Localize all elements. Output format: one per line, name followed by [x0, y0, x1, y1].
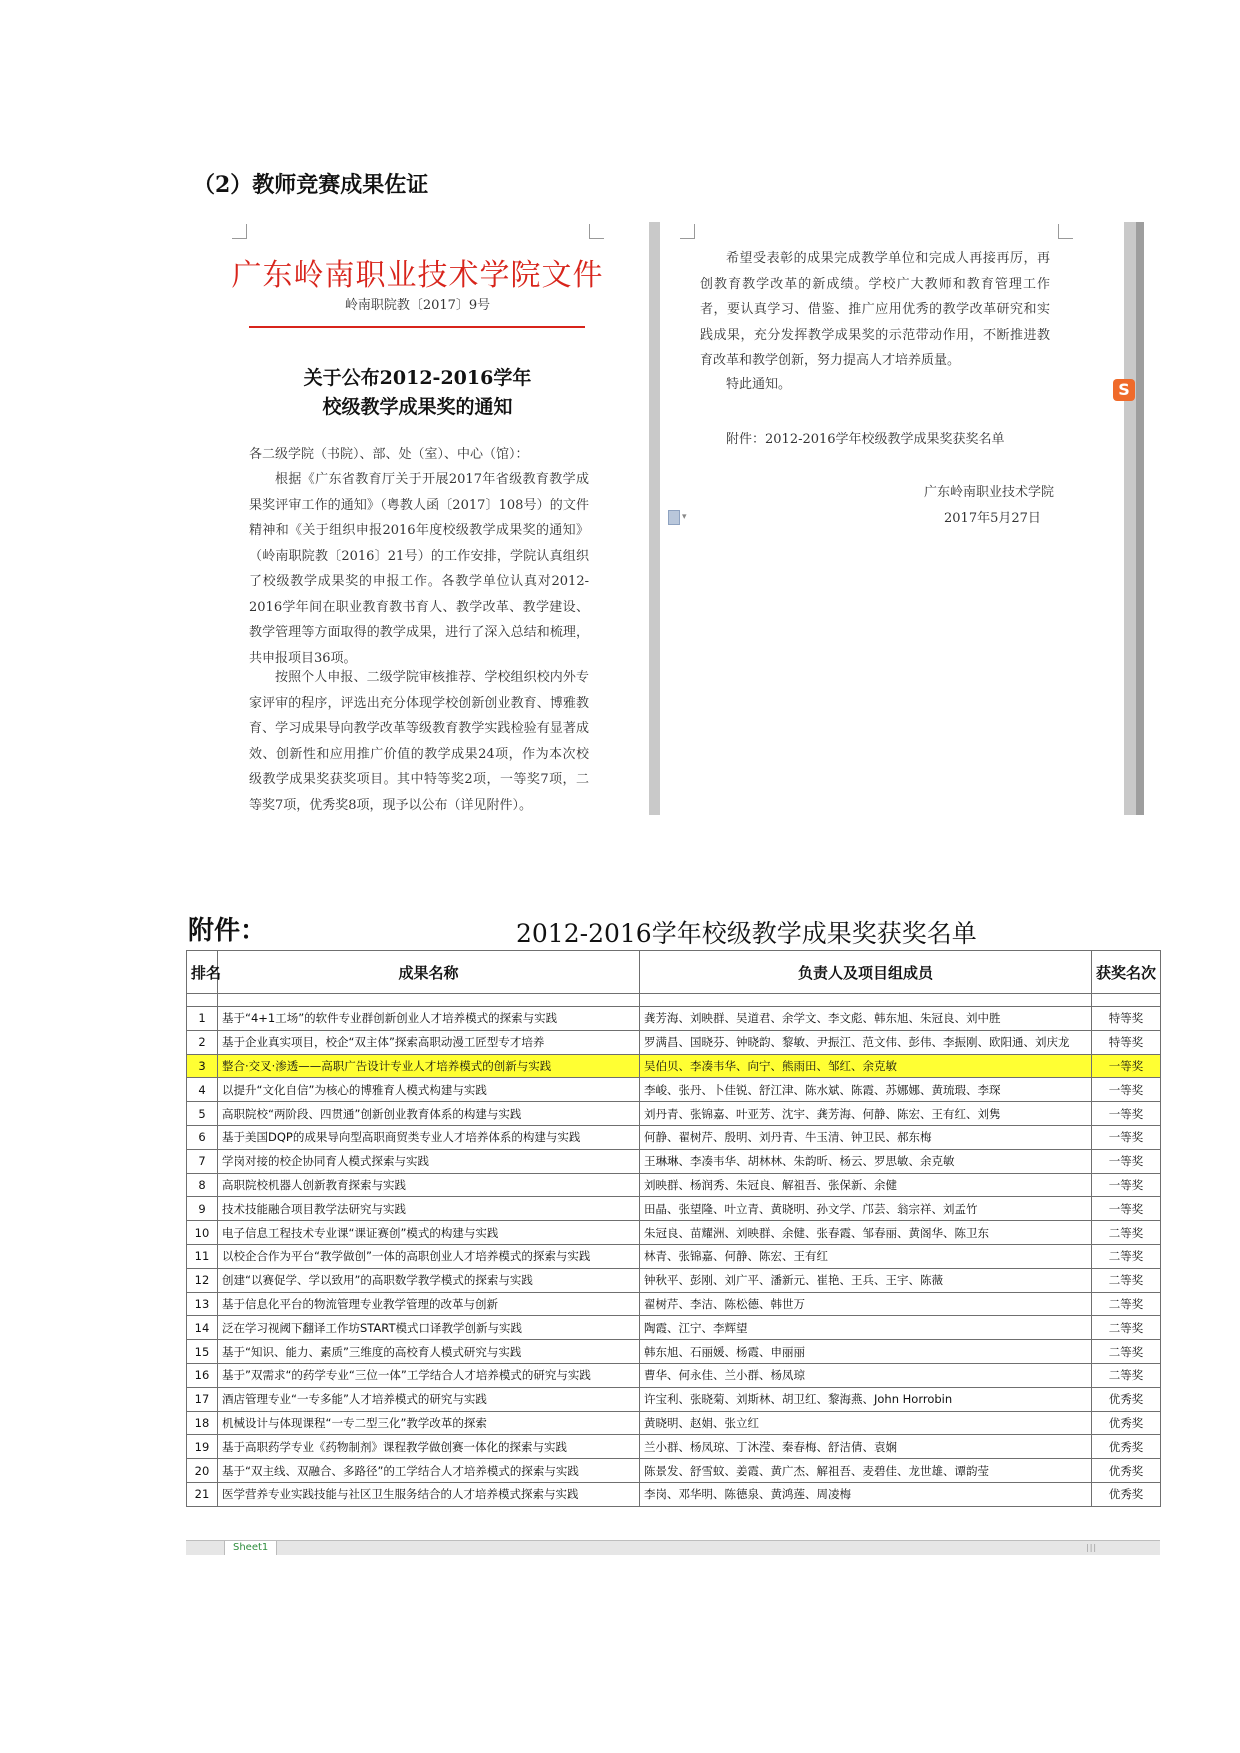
cell-rank[interactable]: 5: [187, 1102, 218, 1126]
award-table: [186, 950, 1161, 1507]
cell-members[interactable]: 朱冠良、苗耀洲、刘映群、余健、张春霞、邹春丽、黄阁华、陈卫东: [640, 1221, 1092, 1245]
cell-prize[interactable]: 优秀奖: [1092, 1435, 1161, 1459]
cell-rank[interactable]: 21: [187, 1482, 218, 1506]
table-row[interactable]: [187, 1387, 1161, 1411]
cell-name[interactable]: 高职院校“两阶段、四贯通”创新创业教育体系的构建与实践: [218, 1102, 640, 1126]
cell-name[interactable]: 基于“4+1工场”的软件专业群创新创业人才培养模式的探索与实践: [218, 1007, 640, 1031]
cell-members[interactable]: 龚芳海、刘映群、吴道君、余学文、李文彪、韩东旭、朱冠良、刘中胜: [640, 1007, 1092, 1031]
sheet-tab[interactable]: Sheet1: [224, 1541, 277, 1555]
cell-members[interactable]: 刘映群、杨润秀、朱冠良、解祖吾、张保新、余健: [640, 1173, 1092, 1197]
input-method-badge-icon[interactable]: S: [1113, 379, 1135, 401]
table-row[interactable]: [187, 1030, 1161, 1054]
notice-page-left: [186, 222, 649, 815]
notice-date: 2017年5月27日: [944, 511, 1041, 526]
table-row[interactable]: [187, 1149, 1161, 1173]
cell-rank[interactable]: 7: [187, 1149, 218, 1173]
cell-name[interactable]: 基于信息化平台的物流管理专业教学管理的改革与创新: [218, 1292, 640, 1316]
cell-prize[interactable]: 二等奖: [1092, 1316, 1161, 1340]
sheet-tab-bar: [186, 1540, 1160, 1555]
cell-name[interactable]: 基于“知识、能力、素质”三维度的高校育人模式研究与实践: [218, 1340, 640, 1364]
cell-name[interactable]: 创建“以赛促学、学以致用”的高职数学教学模式的探索与实践: [218, 1268, 640, 1292]
spacer-row: [187, 994, 1161, 1007]
cell-prize[interactable]: 一等奖: [1092, 1173, 1161, 1197]
cell-members[interactable]: 曹华、何永佳、兰小群、杨凤琼: [640, 1363, 1092, 1387]
notice-organization: 广东岭南职业技术学院: [924, 485, 1055, 500]
cell-members[interactable]: 翟树芹、李洁、陈松德、韩世万: [640, 1292, 1092, 1316]
cell-prize[interactable]: 优秀奖: [1092, 1459, 1161, 1483]
section-heading: （2）教师竞赛成果佐证: [193, 172, 429, 198]
award-list-prefix: 附件：: [188, 916, 267, 946]
column-header-rank[interactable]: 排名: [187, 951, 218, 994]
cell-prize[interactable]: 一等奖: [1092, 1102, 1161, 1126]
cell-prize[interactable]: 二等奖: [1092, 1221, 1161, 1245]
cell-rank[interactable]: 10: [187, 1221, 218, 1245]
cell-rank[interactable]: 2: [187, 1030, 218, 1054]
cell-rank[interactable]: 17: [187, 1387, 218, 1411]
cell-prize[interactable]: 二等奖: [1092, 1244, 1161, 1268]
notice-body-paragraph-2: 按照个人申报、二级学院审核推荐、学校组织校内外专家评审的程序，评选出充分体现学校创新创业教育、博雅教育、学习成果导向教学改革等级教育教学实践检验有显著成效、创新性和应用推广价值的教学成果24项，作为本次校级教学成果奖获奖项目。其中特等奖2项，一等奖7项，二等奖7项，优秀奖8项，现予以公布（详见附件）。: [249, 670, 589, 813]
cell-members[interactable]: 钟秋平、彭刚、刘广平、潘新元、崔艳、王兵、王宇、陈薇: [640, 1268, 1092, 1292]
table-row[interactable]: [187, 1340, 1161, 1364]
cell-rank[interactable]: 12: [187, 1268, 218, 1292]
vertical-scrollbar[interactable]: [1136, 222, 1144, 815]
cell-rank[interactable]: 1: [187, 1007, 218, 1031]
cell-members[interactable]: 兰小群、杨凤琼、丁沐滢、秦春梅、舒洁倩、袁娴: [640, 1435, 1092, 1459]
cell-name[interactable]: 整合·交叉·渗透——高职广告设计专业人才培养模式的创新与实践: [218, 1054, 640, 1078]
cell-rank[interactable]: 15: [187, 1340, 218, 1364]
cell-members[interactable]: 黄晓明、赵娟、张立红: [640, 1411, 1092, 1435]
crop-mark: [1058, 224, 1073, 239]
award-list-screenshot: [186, 904, 1160, 1554]
table-row[interactable]: [187, 1007, 1161, 1031]
cell-members[interactable]: 李岗、邓华明、陈德泉、黄鸿莲、周凌梅: [640, 1482, 1092, 1506]
cell-prize[interactable]: 优秀奖: [1092, 1411, 1161, 1435]
cell-rank[interactable]: 8: [187, 1173, 218, 1197]
doc-number: 岭南职院教〔2017〕9号: [344, 298, 491, 313]
red-divider: [249, 326, 585, 328]
cell-prize[interactable]: 一等奖: [1092, 1197, 1161, 1221]
notice-title-line2: 校级教学成果奖的通知: [322, 396, 513, 418]
table-header-row: [187, 951, 1161, 994]
table-row[interactable]: [187, 1411, 1161, 1435]
table-row[interactable]: [187, 1221, 1161, 1245]
cell-name[interactable]: 以校企合作为平台“教学做创”一体的高职创业人才培养模式的探索与实践: [218, 1244, 640, 1268]
cell-members[interactable]: 李峻、张丹、卜佳锐、舒江津、陈水斌、陈霞、苏娜娜、黄琉瑕、李琛: [640, 1078, 1092, 1102]
cell-prize[interactable]: 二等奖: [1092, 1340, 1161, 1364]
cell-name[interactable]: 电子信息工程技术专业课“课证赛创”模式的构建与实践: [218, 1221, 640, 1245]
cell-name[interactable]: 泛在学习视阈下翻译工作坊START模式口译教学创新与实践: [218, 1316, 640, 1340]
notice-hope-paragraph: 希望受表彰的成果完成教学单位和完成人再接再厉，再创教育教学改革的新成绩。学校广大教师和教育管理工作者，要认真学习、借鉴、推广应用优秀的教学改革研究和实践成果，充分发挥教学成果奖的示范带动作用，不断推进教育改革和教学创新，努力提高人才培养质量。: [700, 251, 1050, 368]
table-row[interactable]: [187, 1482, 1161, 1506]
cell-members[interactable]: 林青、张锦嘉、何静、陈宏、王有红: [640, 1244, 1092, 1268]
cell-rank[interactable]: 3: [187, 1054, 218, 1078]
cell-rank[interactable]: 13: [187, 1292, 218, 1316]
cell-members[interactable]: 何静、翟树芹、殷明、刘丹青、牛玉清、钟卫民、郝东梅: [640, 1125, 1092, 1149]
table-row[interactable]: [187, 1435, 1161, 1459]
cell-members[interactable]: 陈景发、舒雪蚊、姜霞、黄广杰、解祖吾、麦碧佳、龙世雄、谭韵莹: [640, 1459, 1092, 1483]
cell-rank[interactable]: 20: [187, 1459, 218, 1483]
cell-name[interactable]: 机械设计与体现课程“一专二型三化”教学改革的探索: [218, 1411, 640, 1435]
column-header-members[interactable]: 负责人及项目组成员: [640, 951, 1092, 994]
cell-members[interactable]: 罗满昌、国晓芬、钟晓韵、黎敏、尹振江、范文伟、彭伟、李振刚、欧阳通、刘庆龙: [640, 1030, 1092, 1054]
cell-prize[interactable]: 一等奖: [1092, 1125, 1161, 1149]
notice-recipients: 各二级学院（书院）、部、处（室）、中心（馆）：: [249, 447, 529, 462]
cell-prize[interactable]: 优秀奖: [1092, 1482, 1161, 1506]
notice-attachment: 附件：2012-2016学年校级教学成果奖获奖名单: [726, 432, 1005, 447]
cell-name[interactable]: 医学营养专业实践技能与社区卫生服务结合的人才培养模式探索与实践: [218, 1482, 640, 1506]
cell-prize[interactable]: 一等奖: [1092, 1149, 1161, 1173]
notice-body-paragraph-1: 根据《广东省教育厅关于开展2017年省级教育教学成果奖评审工作的通知》（粤教人函〔2017〕108号）的文件精神和《关于组织申报2016年度校级教学成果奖的通知》（岭南职院教〔2016〕21号）的工作安排，学院认真组织了校级教学成果奖的申报工作。各教学单位认真对2012-2016学年间在职业教育教书育人、教学改革、教学建设、教学管理等方面取得的教学成果，进行了深入总结和梳理，共申报项目36项。: [249, 472, 589, 666]
cell-prize[interactable]: 二等奖: [1092, 1268, 1161, 1292]
table-row[interactable]: [187, 1125, 1161, 1149]
cell-rank[interactable]: 18: [187, 1411, 218, 1435]
document-icon[interactable]: [668, 510, 680, 525]
cell-rank[interactable]: 9: [187, 1197, 218, 1221]
cell-prize[interactable]: 二等奖: [1092, 1363, 1161, 1387]
cell-prize[interactable]: 一等奖: [1092, 1078, 1161, 1102]
cell-name[interactable]: 基于企业真实项目，校企“双主体”探索高职动漫工匠型专才培养: [218, 1030, 640, 1054]
table-row[interactable]: [187, 1316, 1161, 1340]
cell-rank[interactable]: 19: [187, 1435, 218, 1459]
cell-rank[interactable]: 4: [187, 1078, 218, 1102]
cell-prize[interactable]: 特等奖: [1092, 1007, 1161, 1031]
table-row[interactable]: [187, 1363, 1161, 1387]
cell-members[interactable]: 刘丹青、张锦嘉、叶亚芳、沈宇、龚芳海、何静、陈宏、王有红、刘隽: [640, 1102, 1092, 1126]
table-row[interactable]: [187, 1244, 1161, 1268]
cell-name[interactable]: 以提升“文化自信”为核心的博雅育人模式构建与实践: [218, 1078, 640, 1102]
notice-closing: 特此通知。: [726, 377, 792, 392]
cell-members[interactable]: 吴伯贝、李凑韦华、向宁、熊雨田、邹红、余克敏: [640, 1054, 1092, 1078]
notice-page-right: [660, 222, 1124, 815]
cell-name[interactable]: 基于”双需求“的药学专业“三位一体”工学结合人才培养模式的研究与实践: [218, 1363, 640, 1387]
cell-rank[interactable]: 14: [187, 1316, 218, 1340]
column-header-prize[interactable]: 获奖名次: [1092, 951, 1161, 994]
cell-members[interactable]: 田晶、张望隆、叶立青、黄晓明、孙文学、邝芸、翁宗祥、刘孟竹: [640, 1197, 1092, 1221]
crop-mark: [589, 224, 604, 239]
table-row[interactable]: [187, 1292, 1161, 1316]
award-list-title: 2012-2016学年校级教学成果奖获奖名单: [516, 919, 977, 948]
crop-mark: [680, 224, 695, 239]
cell-name[interactable]: 基于美国DQP的成果导向型高职商贸类专业人才培养体系的构建与实践: [218, 1125, 640, 1149]
cell-rank[interactable]: 11: [187, 1244, 218, 1268]
table-row[interactable]: [187, 1102, 1161, 1126]
cell-rank[interactable]: 6: [187, 1125, 218, 1149]
table-row[interactable]: [187, 1459, 1161, 1483]
scroll-grip-icon[interactable]: |||: [1086, 1543, 1098, 1552]
cell-name[interactable]: 学岗对接的校企协同育人模式探索与实践: [218, 1149, 640, 1173]
table-row[interactable]: [187, 1054, 1161, 1078]
table-row[interactable]: [187, 1078, 1161, 1102]
cell-prize[interactable]: 优秀奖: [1092, 1387, 1161, 1411]
cell-rank[interactable]: 16: [187, 1363, 218, 1387]
cell-members[interactable]: 许宝利、张晓菊、刘斯林、胡卫红、黎海燕、John Horrobin: [640, 1387, 1092, 1411]
cell-members[interactable]: 韩东旭、石丽媛、杨霞、申丽丽: [640, 1340, 1092, 1364]
cell-prize[interactable]: 二等奖: [1092, 1292, 1161, 1316]
notice-title-line1: 关于公布2012-2016学年: [303, 367, 532, 389]
doc-title: 广东岭南职业技术学院文件: [231, 258, 604, 293]
crop-mark: [232, 224, 247, 239]
cell-name[interactable]: 基于“双主线、双融合、多路径”的工学结合人才培养模式的探索与实践: [218, 1459, 640, 1483]
cell-name[interactable]: 酒店管理专业“一专多能”人才培养模式的研究与实践: [218, 1387, 640, 1411]
table-row[interactable]: [187, 1173, 1161, 1197]
table-row[interactable]: [187, 1197, 1161, 1221]
cell-members[interactable]: 陶霞、江宁、李辉望: [640, 1316, 1092, 1340]
cell-name[interactable]: 基于高职药学专业《药物制剂》课程教学做创赛一体化的探索与实践: [218, 1435, 640, 1459]
table-row[interactable]: [187, 1268, 1161, 1292]
chevron-down-icon[interactable]: ▾: [682, 512, 687, 522]
cell-name[interactable]: 技术技能融合项目教学法研究与实践: [218, 1197, 640, 1221]
notice-title: [186, 364, 649, 422]
cell-members[interactable]: 王琳琳、李凑韦华、胡林林、朱韵昕、杨云、罗思敏、余克敏: [640, 1149, 1092, 1173]
cell-prize[interactable]: 一等奖: [1092, 1054, 1161, 1078]
column-header-name[interactable]: 成果名称: [218, 951, 640, 994]
cell-name[interactable]: 高职院校机器人创新教育探索与实践: [218, 1173, 640, 1197]
cell-prize[interactable]: 特等奖: [1092, 1030, 1161, 1054]
notice-screenshot: [186, 222, 1144, 815]
